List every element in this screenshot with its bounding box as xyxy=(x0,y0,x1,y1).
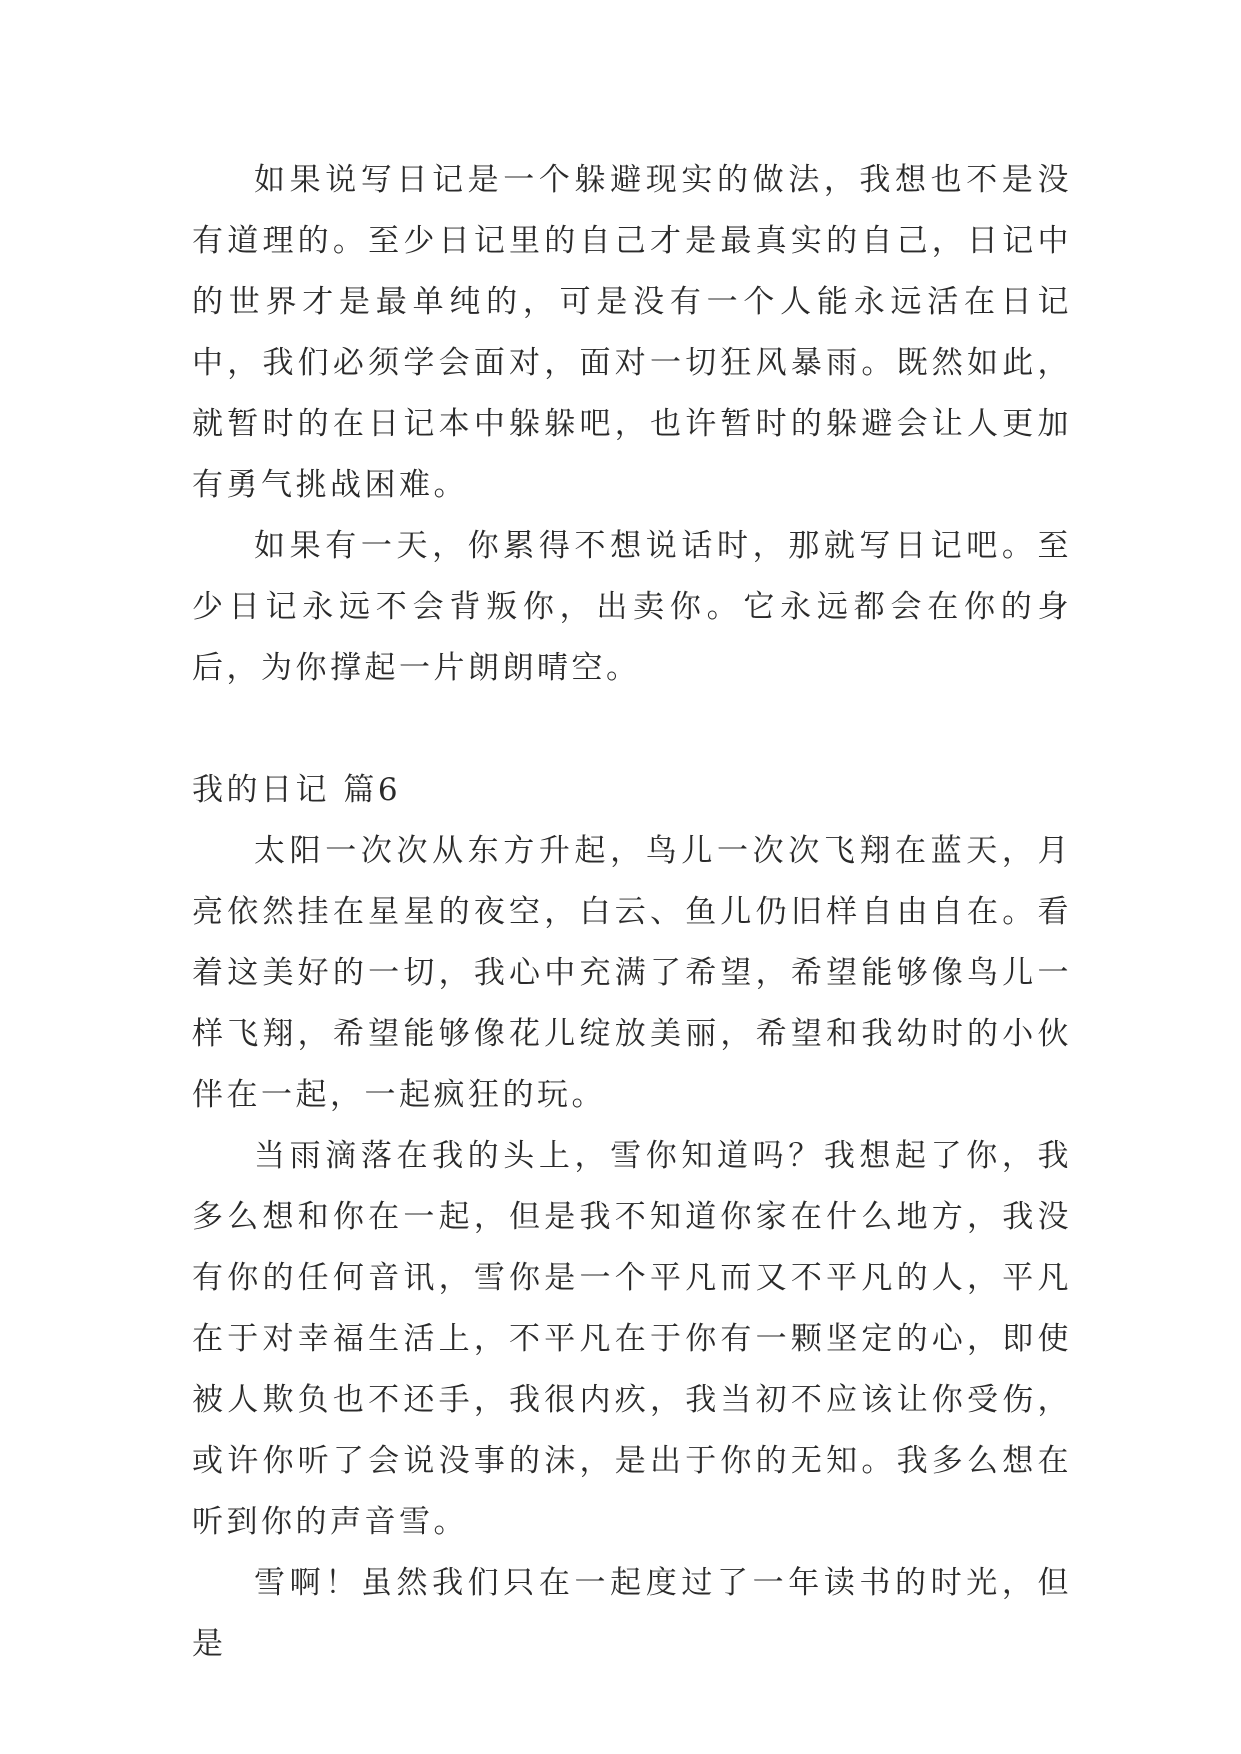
paragraph: 太阳一次次从东方升起，鸟儿一次次飞翔在蓝天，月亮依然挂在星星的夜空，白云、鱼儿仍旧样自由自在。看着这美好的一切，我心中充满了希望，希望能够像鸟儿一样飞翔，希望能够像花儿绽放美丽，希望和我幼时的小伙伴在一起，一起疯狂的玩。 xyxy=(192,833,1072,1113)
paragraph: 当雨滴落在我的头上，雪你知道吗？我想起了你，我多么想和你在一起，但是我不知道你家在什么地方，我没有你的任何音讯，雪你是一个平凡而又不平凡的人，平凡在于对幸福生活上，不平凡在于你有一颗坚定的心，即使被人欺负也不还手，我很内疚，我当初不应该让你受伤，或许你听了会说没事的沫，是出于你的无知。我多么想在听到你的声音雪。 xyxy=(192,1138,1072,1540)
paragraph: 雪啊！虽然我们只在一起度过了一年读书的时光，但是 xyxy=(192,1565,1072,1662)
paragraph: 如果有一天，你累得不想说话时，那就写日记吧。至少日记永远不会背叛你，出卖你。它永远都会在你的身后，为你撑起一片朗朗晴空。 xyxy=(192,528,1072,686)
section-heading: 我的日记 篇6 xyxy=(192,772,402,808)
section-gap xyxy=(192,699,1072,760)
paragraph: 如果说写日记是一个躲避现实的做法，我想也不是没有道理的。至少日记里的自己才是最真实的自己，日记中的世界才是最单纯的，可是没有一个人能永远活在日记中，我们必须学会面对，面对一切狂风暴雨。既然如此，就暂时的在日记本中躲躲吧，也许暂时的躲避会让人更加有勇气挑战困难。 xyxy=(192,162,1072,503)
document-body xyxy=(192,150,1072,1675)
